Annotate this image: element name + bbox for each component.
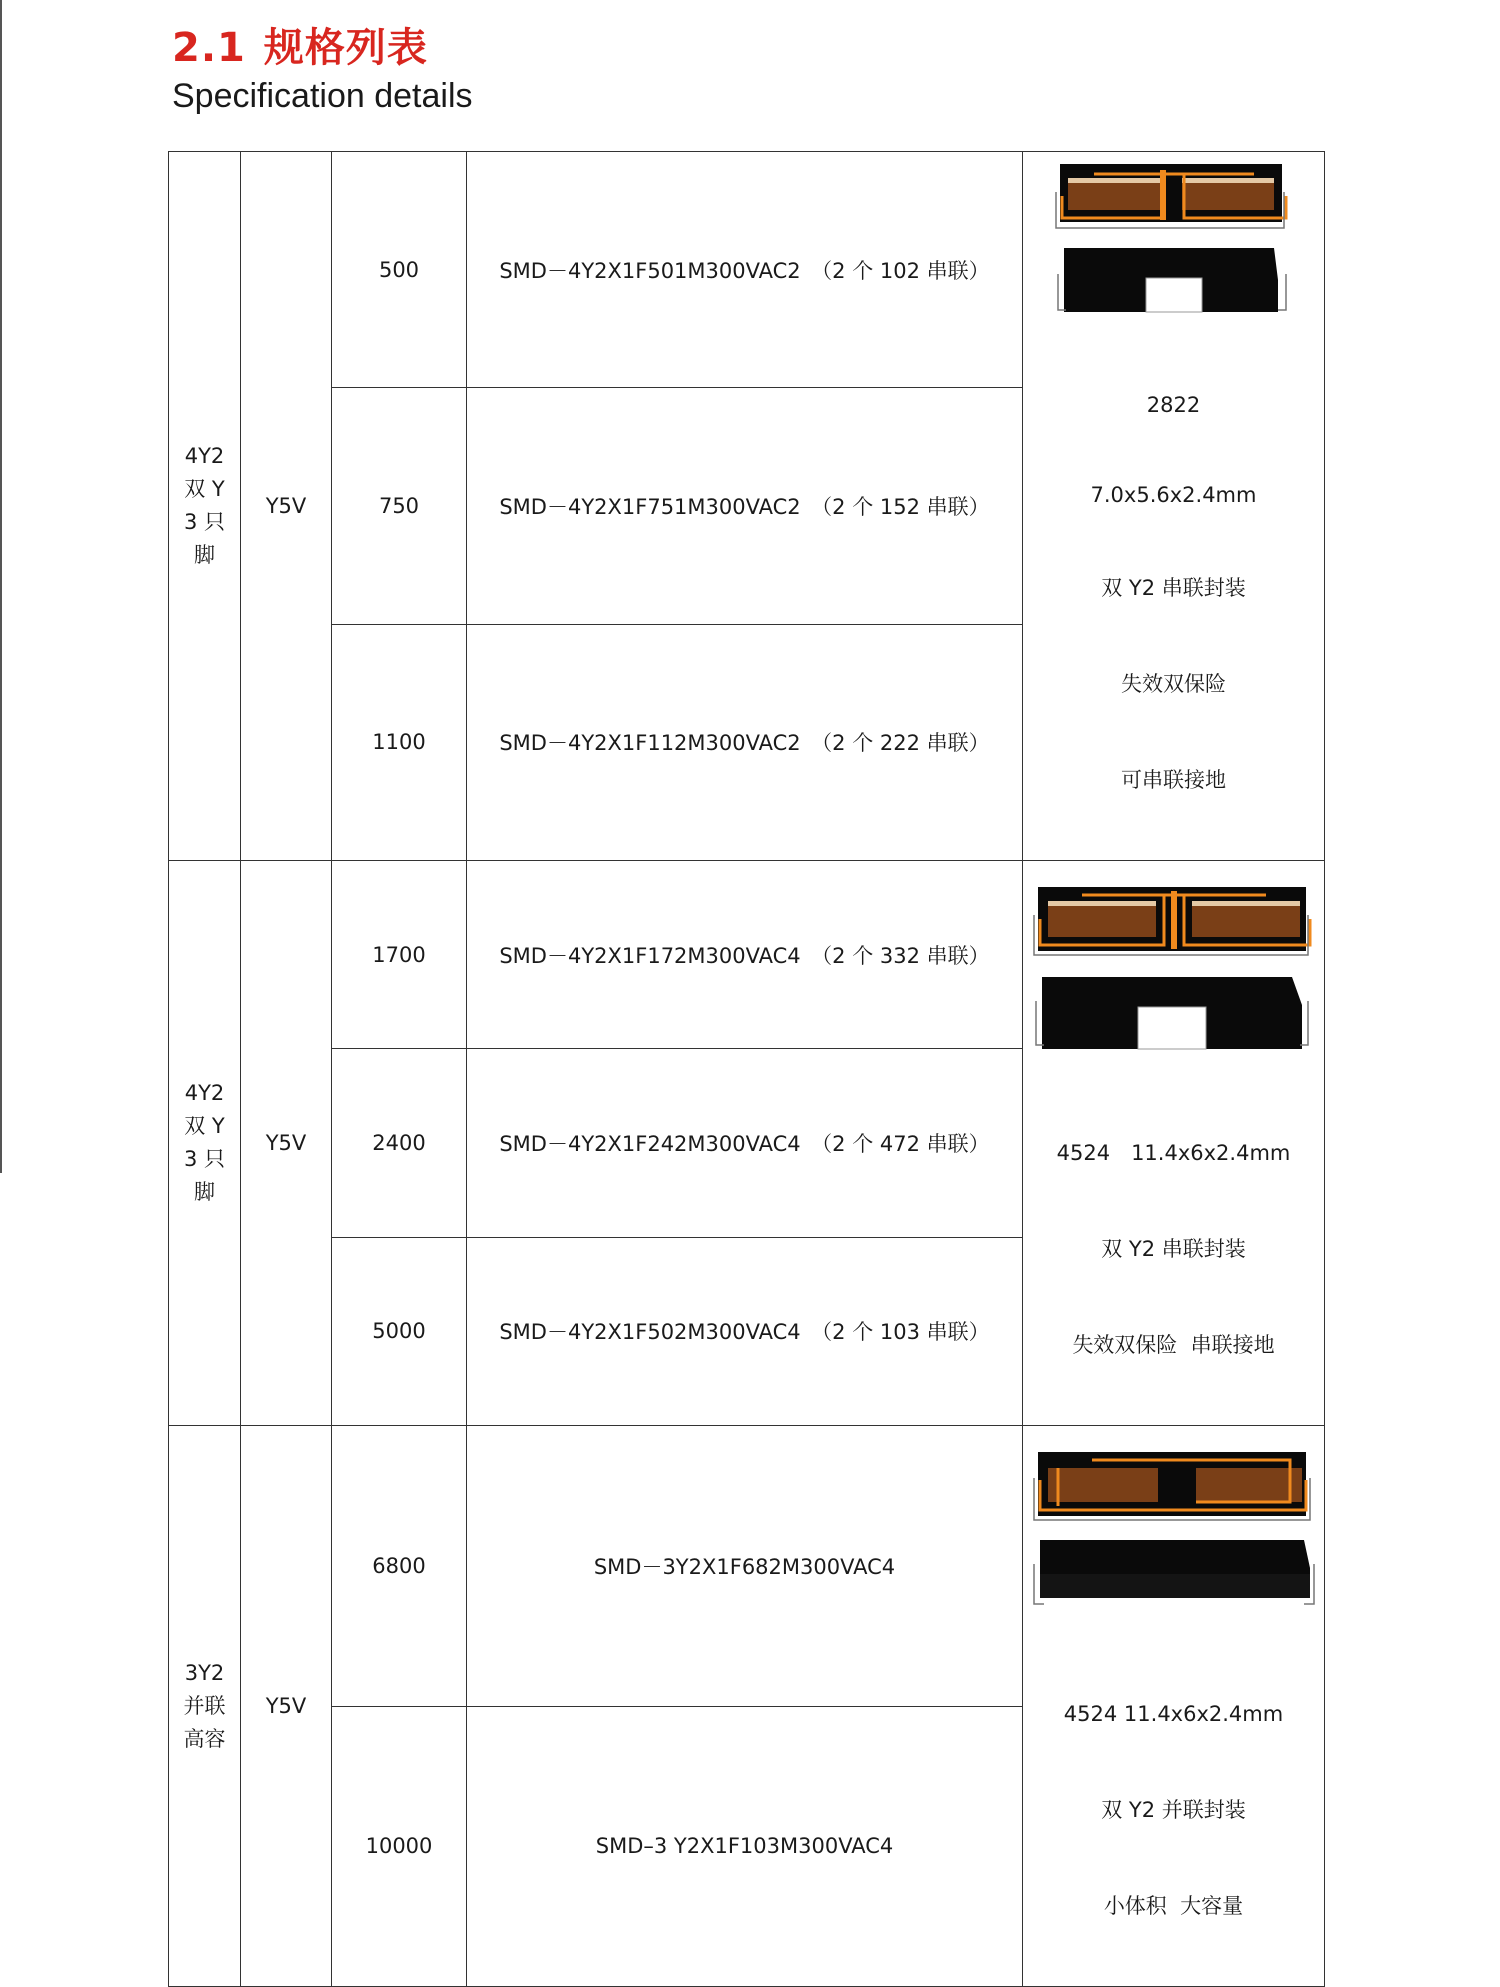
group-label-line: 高容 (183, 1726, 226, 1751)
group-label (169, 1426, 241, 1987)
group-label-line: 4Y2 (184, 444, 225, 468)
model-cell: SMD–3 Y2X1F103M300VAC4 (467, 1706, 1023, 1987)
group-label-line: 并联 (183, 1693, 226, 1718)
smd-package-icon (1032, 1534, 1316, 1614)
group-label-line: 3Y2 (184, 1660, 225, 1685)
group-label-line: 4Y2 (184, 1081, 225, 1105)
package-size-code: 4524 11.4x6x2.4mm (1063, 1702, 1284, 1726)
table-row (169, 1426, 1325, 1707)
capacitance-cell: 2400 (332, 1049, 467, 1237)
group-label-line: 3 只 (183, 510, 226, 534)
capacitance-cell: 1700 (332, 861, 467, 1049)
section-number: 2.1 (172, 25, 246, 71)
section-subtitle: Specification details (172, 77, 473, 115)
group-label (169, 152, 241, 861)
package-feature: 双 Y2 串联封装 (1101, 576, 1246, 600)
group-label (169, 861, 241, 1426)
capacitor-cross-section-icon (1032, 1450, 1316, 1526)
model-cell: SMD－3Y2X1F682M300VAC4 (467, 1426, 1023, 1707)
package-feature: 双 Y2 串联封装 (1101, 1237, 1246, 1261)
dielectric-cell: Y5V (241, 152, 332, 861)
spec-table (168, 151, 1325, 1987)
capacitor-cross-section-icon (1054, 162, 1294, 234)
capacitance-cell: 6800 (332, 1426, 467, 1707)
package-cell (1023, 1426, 1325, 1987)
smd-package-icon (1032, 971, 1316, 1055)
table-row (169, 152, 1325, 388)
package-feature: 失效双保险 (1121, 672, 1226, 696)
capacitance-cell: 500 (332, 152, 467, 388)
package-feature: 失效双保险 串联接地 (1072, 1333, 1275, 1357)
page-left-edge (0, 0, 2, 1173)
table-row (169, 861, 1325, 1049)
capacitance-cell: 5000 (332, 1237, 467, 1425)
section-title-cn: 规格列表 (263, 25, 428, 71)
dielectric-cell: Y5V (241, 861, 332, 1426)
package-cell (1023, 152, 1325, 861)
model-cell: SMD－4Y2X1F242M300VAC4 （2 个 472 串联） (467, 1049, 1023, 1237)
package-dimensions: 7.0x5.6x2.4mm (1090, 483, 1257, 507)
group-label-line: 脚 (194, 1180, 215, 1204)
model-cell: SMD－4Y2X1F502M300VAC4 （2 个 103 串联） (467, 1237, 1023, 1425)
model-cell: SMD－4Y2X1F112M300VAC2 （2 个 222 串联） (467, 624, 1023, 860)
group-label-line: 3 只 (183, 1147, 226, 1171)
capacitance-cell: 1100 (332, 624, 467, 860)
package-feature: 可串联接地 (1121, 768, 1226, 792)
section-title (172, 22, 473, 74)
smd-package-icon (1054, 240, 1294, 320)
package-size-code: 2822 (1146, 393, 1201, 417)
model-cell: SMD－4Y2X1F172M300VAC4 （2 个 332 串联） (467, 861, 1023, 1049)
package-feature: 双 Y2 并联封装 (1101, 1798, 1246, 1822)
capacitance-cell: 10000 (332, 1706, 467, 1987)
group-label-line: 脚 (194, 543, 215, 567)
model-cell: SMD－4Y2X1F501M300VAC2 （2 个 102 串联） (467, 152, 1023, 388)
model-cell: SMD－4Y2X1F751M300VAC2 （2 个 152 串联） (467, 388, 1023, 624)
group-label-line: 双 Y (184, 477, 225, 501)
section-heading (172, 22, 473, 118)
package-cell (1023, 861, 1325, 1426)
package-size-code: 4524 11.4x6x2.4mm (1056, 1141, 1291, 1165)
capacitor-cross-section-icon (1032, 885, 1316, 961)
package-feature: 小体积 大容量 (1103, 1894, 1244, 1918)
dielectric-cell: Y5V (241, 1426, 332, 1987)
capacitance-cell: 750 (332, 388, 467, 624)
group-label-line: 双 Y (184, 1114, 225, 1138)
